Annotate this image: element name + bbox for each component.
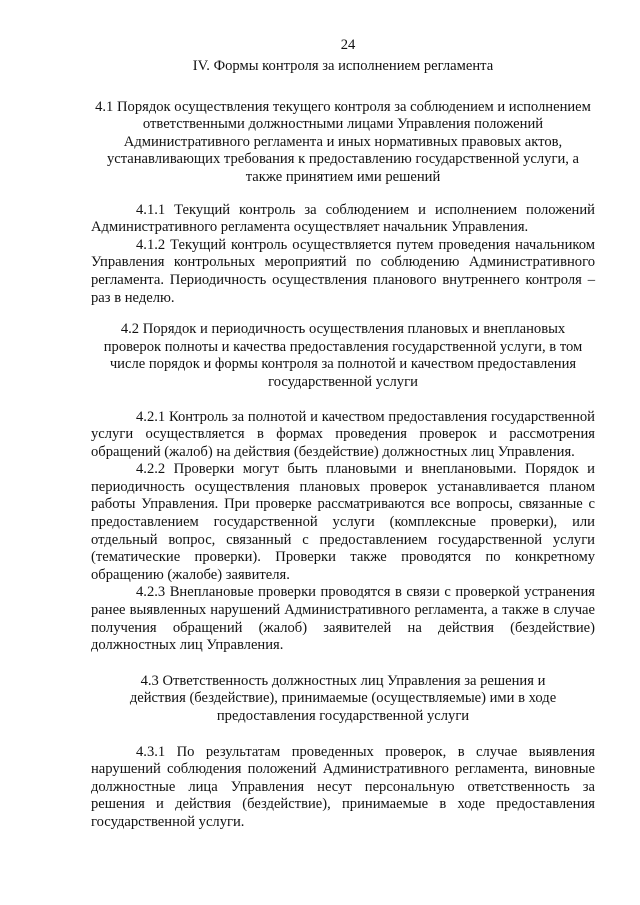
paragraph-4-1-2: 4.1.2 Текущий контроль осуществляется путем проведения начальником Управления контрольных мероприятий по соблюдению Административного регламента. Периодичность осуществления планового внутреннего контроля – раз в неделю. (91, 236, 595, 306)
subsection-heading-4-1 (91, 99, 595, 187)
page-number: 24 (340, 37, 356, 53)
heading-text: 4.2 Порядок и периодичность осуществления плановых и внеплановых проверок полноты и качества предоставления государственной услуги, в том числе порядок и формы контроля за полнотой и качеством предоставления государственной услуги (103, 321, 583, 390)
paragraph-4-2-3: 4.2.3 Внеплановые проверки проводятся в связи с проверкой устранения ранее выявленных нарушений Административного регламента, а также в случае получения обращений (жалоб) заявителей на действия (бездействие) должностных лиц Управления. (91, 584, 595, 654)
subsection-heading-4-3 (91, 673, 595, 726)
subsection-heading-4-2 (91, 321, 595, 391)
paragraph-4-2-1: 4.2.1 Контроль за полнотой и качеством предоставления государственной услуги осуществляется в формах проведения проверок и рассмотрения обращений (жалоб) на действия (бездействие) должностных лиц Управления. (91, 408, 595, 460)
page-content (91, 58, 595, 832)
paragraph-4-3-1: 4.3.1 По результатам проведенных проверок, в случае выявления нарушений соблюдения положений Административного регламента, виновные должностные лица Управления несут персональную ответственность за решения и действия (бездействие), принимаемые в ходе предоставления государственной услуги. (91, 743, 595, 830)
paragraph-4-2-2: 4.2.2 Проверки могут быть плановыми и внеплановыми. Порядок и периодичность осуществления плановых проверок устанавливается планом работы Управления. При проверке рассматриваются все вопросы, связанные с предоставлением государственной услуги (комплексные проверки), или отдельный вопрос, связанный с предоставлением государственной услуги (тематические проверки). Проверки также проводятся по конкретному обращению (жалобе) заявителя. (91, 461, 595, 583)
section-title: IV. Формы контроля за исполнением регламента (192, 58, 494, 74)
heading-text: 4.1 Порядок осуществления текущего контроля за соблюдением и исполнением ответственными должностными лицами Управления положений Административного регламента и иных нормативных правовых актов, устанавливающих требования к предоставлению государственной услуги, а также принятием ими решений (95, 98, 591, 185)
heading-text: 4.3 Ответственность должностных лиц Управления за решения и действия (бездействие), принимаемые (осуществляемые) ими в ходе предоставления государственной услуги (129, 672, 557, 724)
paragraph-4-1-1: 4.1.1 Текущий контроль за соблюдением и исполнением положений Административного регламента осуществляет начальник Управления. (91, 201, 595, 236)
